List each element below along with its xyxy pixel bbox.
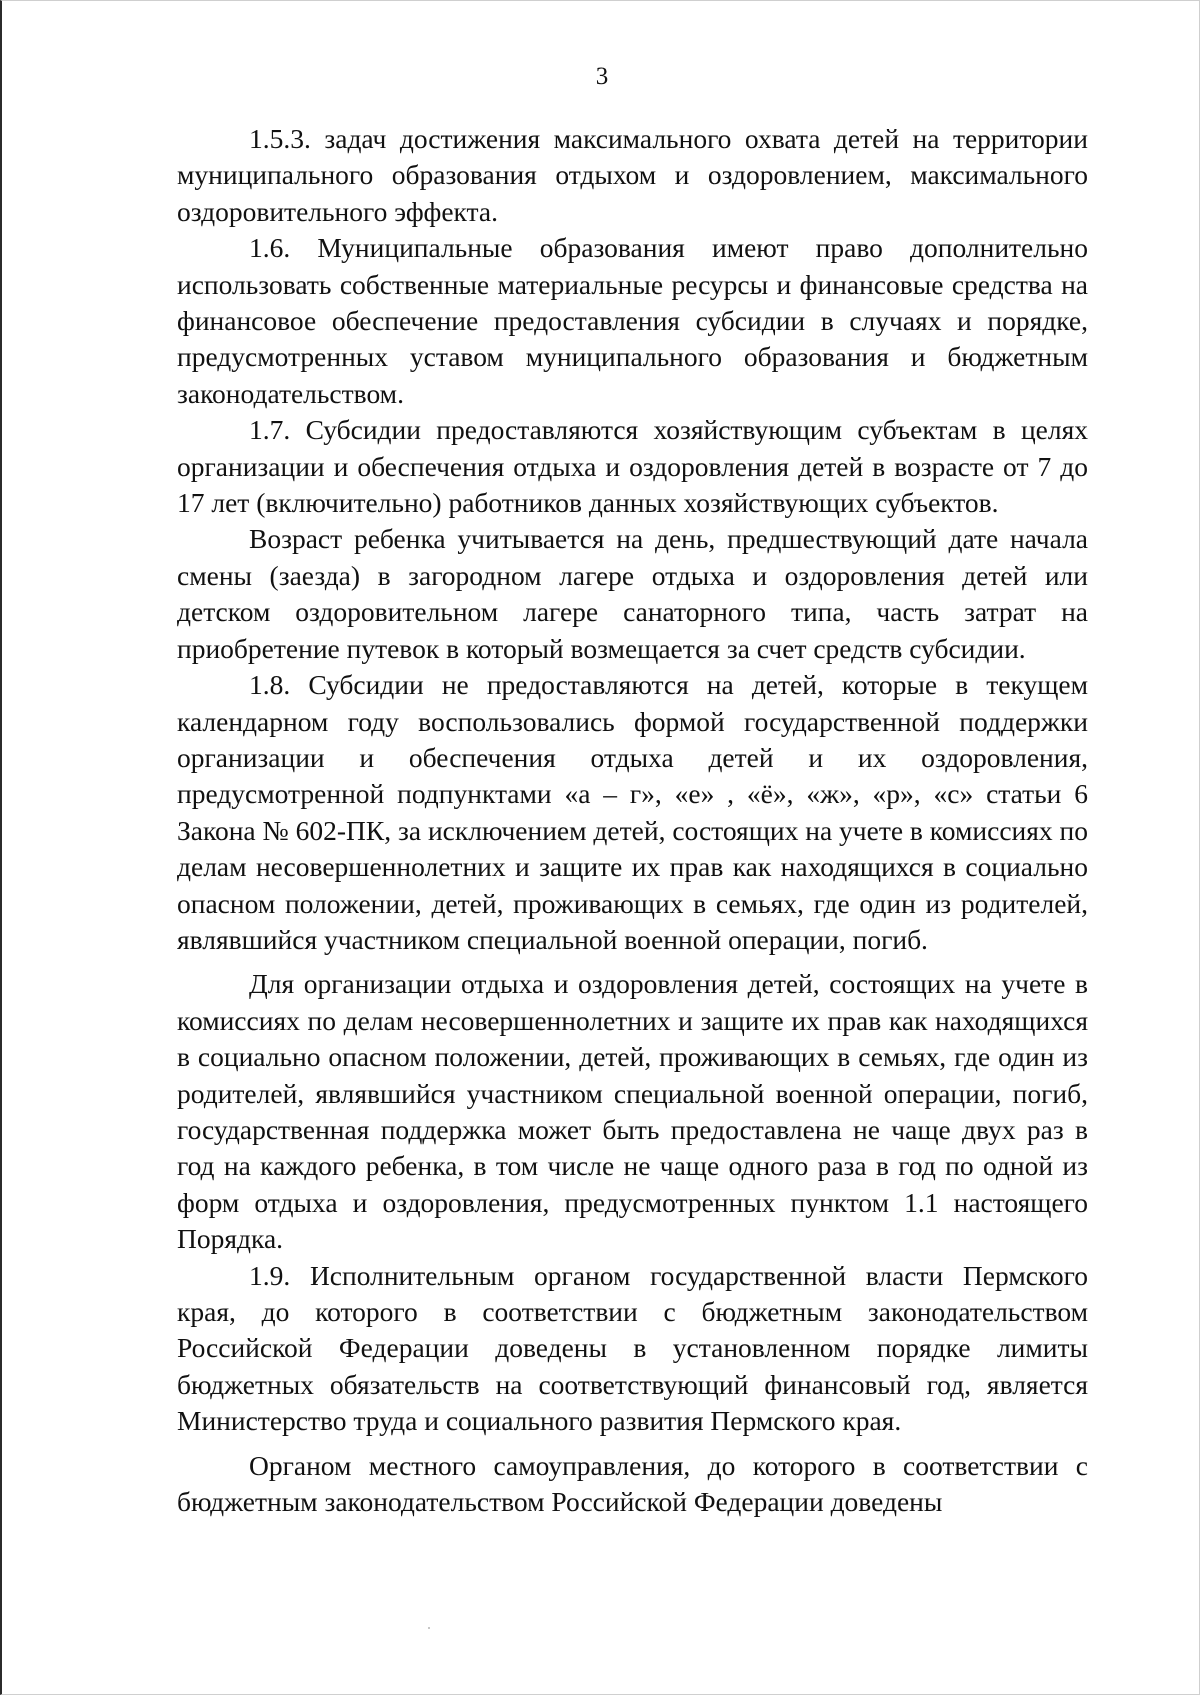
paragraph-1-5-3: 1.5.3. задач достижения максимального охвата детей на территории муниципального образования отдыхом и оздоровлением, максимального оздоровительного эффекта. [177,123,1088,227]
paragraph-1-9: 1.9. Исполнительным органом государственной власти Пермского края, до которого в соответствии с бюджетным законодательством Российской Федерации доведены в установленном порядке лимиты бюджетных обязательств на соответствующий финансовый год, является Министерство труда и социального развития Пермского края. [177,1259,1088,1437]
document-body [177,121,1088,1520]
paragraph-1-8: 1.8. Субсидии не предоставляются на детей, которые в текущем календарном году воспользовались формой государственной поддержки организации и обеспечения отдыха детей и их оздоровления, предусмотренной подпунктами «а – г», «е» , «ё», «ж», «р», «с» статьи 6 Закона № 602-ПК, за исключением детей, состоящих на учете в комиссиях по делам несовершеннолетних и защите их прав как находящихся в социально опасном положении, детей, проживающих в семьях, где один из родителей, являвшийся участником специальной военной операции, погиб. [177,669,1088,955]
paragraph-1-7: 1.7. Субсидии предоставляются хозяйствующим субъектам в целях организации и обеспечения отдыха и оздоровления детей в возрасте от 7 до 17 лет (включительно) работников данных хозяйствующих субъектов. [177,414,1088,519]
paragraph-local-authority: Органом местного самоуправления, до которого в соответствии с бюджетным законодательством Российской Федерации доведены [177,1449,1088,1518]
page-number: 3 [595,63,609,90]
paragraph-support-frequency: Для организации отдыха и оздоровления детей, состоящих на учете в комиссиях по делам несовершеннолетних и защите их прав как находящихся в социально опасном положении, детей, проживающих в семьях, где один из родителей, являвшийся участником специальной военной операции, погиб, государственная поддержка может быть предоставлена не чаще двух раз в год на каждого ребенка, в том числе не чаще одного раза в год по одной из форм отдыха и оздоровления, предусмотренных пунктом 1.1 настоящего Порядка. [177,968,1088,1255]
paragraph-child-age: Возраст ребенка учитывается на день, предшествующий дате начала смены (заезда) в загородном лагере отдыха и оздоровления детей или детском оздоровительном лагере санаторного типа, часть затрат на приобретение путевок в который возмещается за счет средств субсидии. [177,523,1088,664]
scan-speck [428,1627,430,1629]
paragraph-1-6: 1.6. Муниципальные образования имеют право дополнительно использовать собственные материальные ресурсы и финансовые средства на финансовое обеспечение предоставления субсидии в случаях и порядке, предусмотренных уставом муниципального образования и бюджетным законодательством. [177,232,1088,409]
